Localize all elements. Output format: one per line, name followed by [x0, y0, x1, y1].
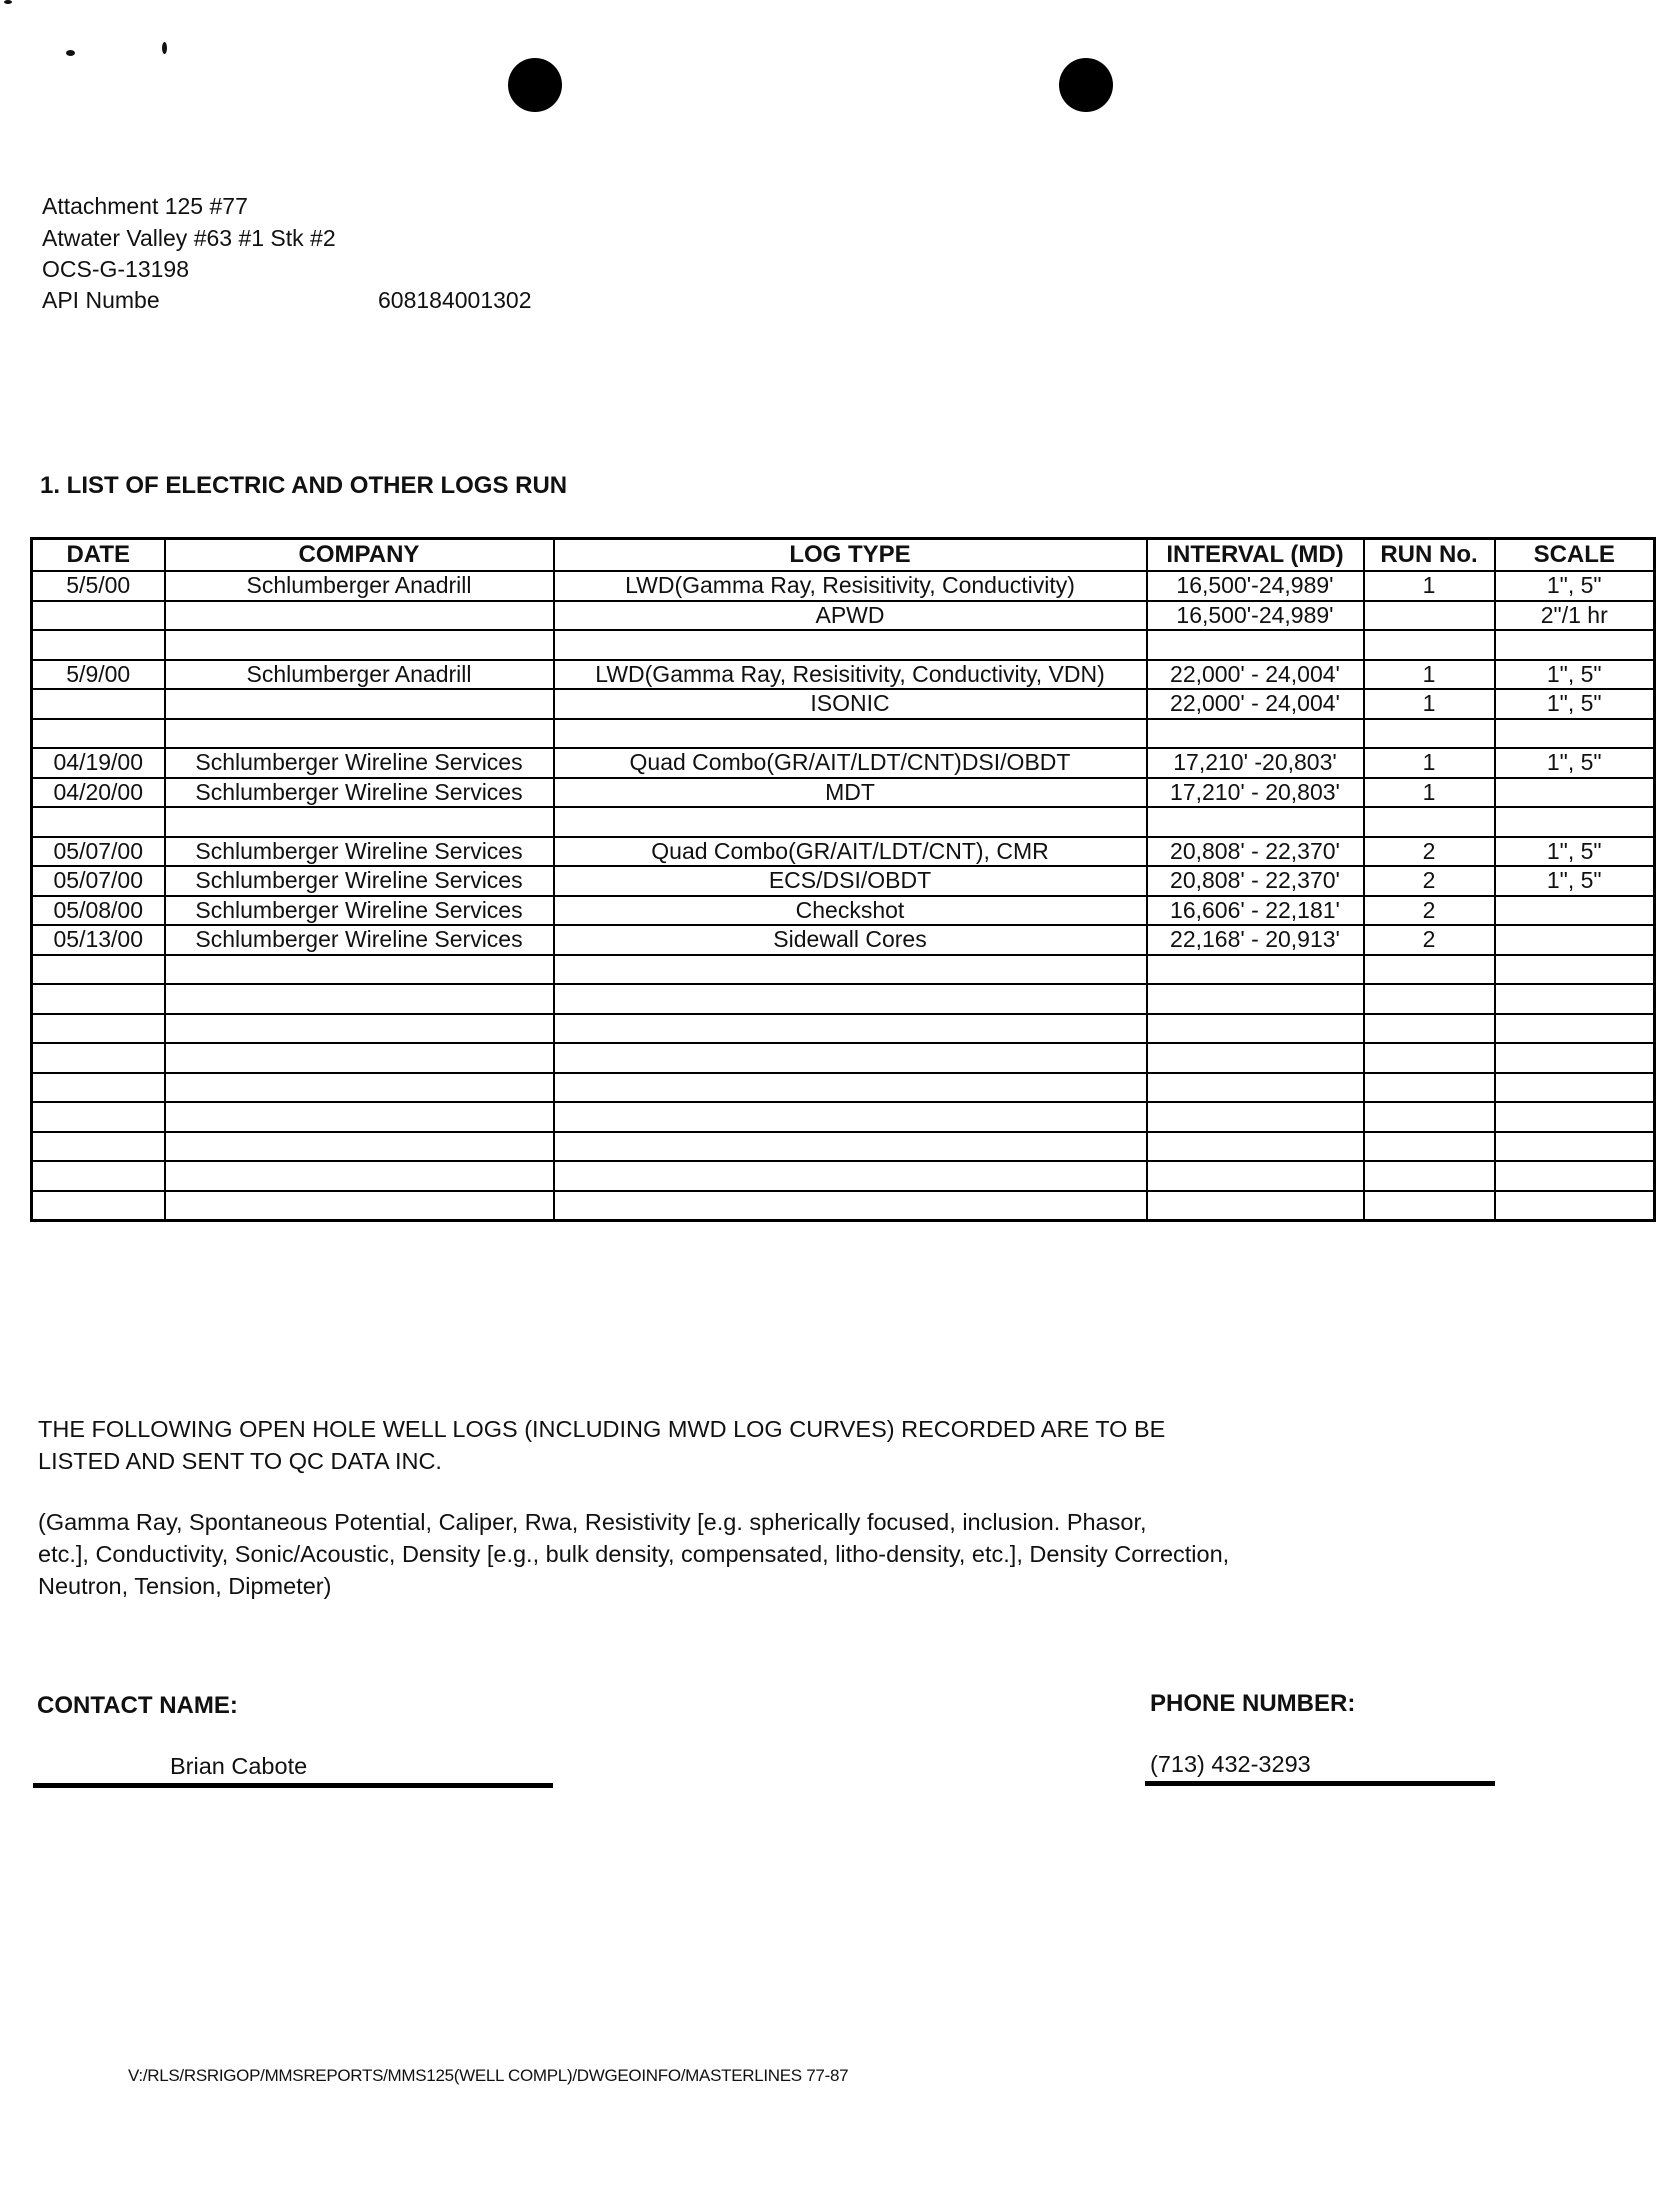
cell-log-type [554, 1014, 1147, 1044]
cell-company [165, 689, 554, 719]
table-row [32, 984, 1655, 1014]
cell-scale [1495, 1132, 1655, 1162]
cell-scale: 1", 5" [1495, 689, 1655, 719]
cell-scale [1495, 778, 1655, 808]
table-row [32, 896, 1655, 926]
cell-log-type: Quad Combo(GR/AIT/LDT/CNT), CMR [554, 837, 1147, 867]
cell-interval [1147, 630, 1364, 660]
cell-log-type: LWD(Gamma Ray, Resisitivity, Conductivity) [554, 571, 1147, 601]
cell-date: 04/20/00 [32, 778, 165, 808]
log-list-line-1: (Gamma Ray, Spontaneous Potential, Caliper, Rwa, Resistivity [e.g. spherically focused, inclusion. Phasor, [38, 1509, 1147, 1535]
cell-run-no [1364, 1043, 1495, 1073]
cell-log-type: ISONIC [554, 689, 1147, 719]
cell-log-type: LWD(Gamma Ray, Resisitivity, Conductivity, VDN) [554, 660, 1147, 690]
cell-scale [1495, 925, 1655, 955]
cell-interval: 17,210' - 20,803' [1147, 778, 1364, 808]
phone-number-label: PHONE NUMBER: [1150, 1690, 1356, 1717]
cell-scale: 1", 5" [1495, 571, 1655, 601]
cell-run-no: 2 [1364, 925, 1495, 955]
cell-log-type [554, 1073, 1147, 1103]
cell-scale [1495, 955, 1655, 985]
table-row [32, 955, 1655, 985]
cell-date [32, 984, 165, 1014]
cell-interval [1147, 1161, 1364, 1191]
cell-run-no [1364, 984, 1495, 1014]
cell-interval [1147, 1191, 1364, 1221]
cell-company [165, 1014, 554, 1044]
cell-date [32, 1191, 165, 1221]
cell-interval [1147, 955, 1364, 985]
table-row [32, 1043, 1655, 1073]
cell-run-no [1364, 1073, 1495, 1103]
cell-run-no: 2 [1364, 837, 1495, 867]
cell-date: 5/9/00 [32, 660, 165, 690]
cell-scale [1495, 719, 1655, 749]
cell-company: Schlumberger Wireline Services [165, 896, 554, 926]
cell-interval [1147, 1132, 1364, 1162]
table-row [32, 1014, 1655, 1044]
table-row [32, 1073, 1655, 1103]
cell-scale: 1", 5" [1495, 837, 1655, 867]
column-header-company: COMPANY [165, 539, 554, 572]
cell-interval: 16,500'-24,989' [1147, 571, 1364, 601]
cell-scale: 1", 5" [1495, 748, 1655, 778]
cell-interval: 22,000' - 24,004' [1147, 660, 1364, 690]
cell-company [165, 984, 554, 1014]
table-row [32, 630, 1655, 660]
cell-company [165, 1073, 554, 1103]
cell-company: Schlumberger Wireline Services [165, 748, 554, 778]
cell-interval [1147, 1102, 1364, 1132]
cell-company: Schlumberger Wireline Services [165, 866, 554, 896]
cell-company [165, 1043, 554, 1073]
section-title: 1. LIST OF ELECTRIC AND OTHER LOGS RUN [40, 472, 568, 499]
cell-log-type: Sidewall Cores [554, 925, 1147, 955]
cell-date [32, 1132, 165, 1162]
cell-company: Schlumberger Anadrill [165, 571, 554, 601]
cell-log-type [554, 1161, 1147, 1191]
table-row [32, 866, 1655, 896]
cell-log-type [554, 807, 1147, 837]
log-list-line-2: etc.], Conductivity, Sonic/Acoustic, Density [e.g., bulk density, compensated, litho-density, etc.], Density Correction, [38, 1541, 1230, 1567]
table-row [32, 748, 1655, 778]
cell-company [165, 1191, 554, 1221]
cell-interval: 20,808' - 22,370' [1147, 837, 1364, 867]
notice-line-1: THE FOLLOWING OPEN HOLE WELL LOGS (INCLUDING MWD LOG CURVES) RECORDED ARE TO BE [38, 1416, 1166, 1442]
cell-company [165, 630, 554, 660]
column-header-scale: SCALE [1495, 539, 1655, 572]
column-header-log-type: LOG TYPE [554, 539, 1147, 572]
cell-scale [1495, 1102, 1655, 1132]
lease-number-line: OCS-G-13198 [42, 256, 190, 282]
cell-run-no [1364, 719, 1495, 749]
cell-run-no: 1 [1364, 660, 1495, 690]
scan-speck [4, 0, 12, 4]
cell-run-no: 1 [1364, 778, 1495, 808]
well-name-line: Atwater Valley #63 #1 Stk #2 [42, 225, 336, 251]
notice-line-2: LISTED AND SENT TO QC DATA INC. [38, 1448, 442, 1474]
cell-company [165, 807, 554, 837]
cell-log-type [554, 1043, 1147, 1073]
punch-hole-right [1059, 58, 1113, 112]
cell-date [32, 1043, 165, 1073]
table-row [32, 837, 1655, 867]
cell-date: 5/5/00 [32, 571, 165, 601]
cell-interval: 16,500'-24,989' [1147, 601, 1364, 631]
cell-date [32, 630, 165, 660]
cell-run-no: 2 [1364, 866, 1495, 896]
contact-name-value: Brian Cabote [170, 1753, 308, 1779]
cell-log-type [554, 984, 1147, 1014]
cell-date: 05/07/00 [32, 837, 165, 867]
cell-company [165, 955, 554, 985]
table-row [32, 601, 1655, 631]
cell-scale [1495, 896, 1655, 926]
cell-run-no [1364, 601, 1495, 631]
cell-run-no [1364, 807, 1495, 837]
cell-run-no [1364, 1191, 1495, 1221]
cell-interval [1147, 719, 1364, 749]
column-header-date: DATE [32, 539, 165, 572]
cell-interval [1147, 1043, 1364, 1073]
table-row [32, 1191, 1655, 1221]
table-row [32, 778, 1655, 808]
cell-interval [1147, 984, 1364, 1014]
api-value: 608184001302 [378, 287, 532, 313]
log-list-line-3: Neutron, Tension, Dipmeter) [38, 1573, 332, 1599]
cell-run-no [1364, 630, 1495, 660]
cell-scale: 1", 5" [1495, 866, 1655, 896]
cell-date [32, 1161, 165, 1191]
cell-date [32, 689, 165, 719]
cell-log-type [554, 955, 1147, 985]
cell-run-no: 1 [1364, 689, 1495, 719]
table-row [32, 660, 1655, 690]
cell-interval: 20,808' - 22,370' [1147, 866, 1364, 896]
cell-scale [1495, 630, 1655, 660]
contact-name-label: CONTACT NAME: [37, 1692, 238, 1719]
phone-number-value: (713) 432-3293 [1150, 1751, 1311, 1777]
cell-log-type [554, 1102, 1147, 1132]
cell-scale [1495, 1191, 1655, 1221]
cell-log-type: MDT [554, 778, 1147, 808]
cell-date: 05/08/00 [32, 896, 165, 926]
cell-interval [1147, 807, 1364, 837]
cell-company [165, 719, 554, 749]
cell-run-no [1364, 1161, 1495, 1191]
cell-run-no [1364, 1102, 1495, 1132]
cell-interval: 16,606' - 22,181' [1147, 896, 1364, 926]
cell-log-type [554, 630, 1147, 660]
table-header-row [32, 539, 1655, 572]
table-row [32, 571, 1655, 601]
cell-scale: 2"/1 hr [1495, 601, 1655, 631]
column-header-run-no: RUN No. [1364, 539, 1495, 572]
cell-interval: 22,000' - 24,004' [1147, 689, 1364, 719]
cell-interval [1147, 1014, 1364, 1044]
cell-run-no [1364, 1132, 1495, 1162]
cell-company [165, 1161, 554, 1191]
footer-path: V:/RLS/RSRIGOP/MMSREPORTS/MMS125(WELL COMPL)/DWGEOINFO/MASTERLINES 77-87 [128, 2066, 849, 2085]
cell-interval [1147, 1073, 1364, 1103]
contact-name-line [33, 1783, 553, 1788]
cell-scale [1495, 1014, 1655, 1044]
table-row [32, 1132, 1655, 1162]
cell-run-no: 1 [1364, 748, 1495, 778]
punch-hole-left [508, 58, 562, 112]
scan-speck [66, 50, 75, 56]
cell-scale: 1", 5" [1495, 660, 1655, 690]
cell-company [165, 1102, 554, 1132]
cell-scale [1495, 1043, 1655, 1073]
cell-company: Schlumberger Wireline Services [165, 837, 554, 867]
cell-date [32, 719, 165, 749]
cell-log-type [554, 719, 1147, 749]
cell-log-type: Checkshot [554, 896, 1147, 926]
cell-interval: 22,168' - 20,913' [1147, 925, 1364, 955]
cell-date [32, 601, 165, 631]
api-label: API Numbe [42, 287, 160, 313]
cell-log-type: Quad Combo(GR/AIT/LDT/CNT)DSI/OBDT [554, 748, 1147, 778]
table-row [32, 689, 1655, 719]
cell-run-no: 2 [1364, 896, 1495, 926]
logs-table-body [32, 571, 1655, 1221]
cell-date [32, 807, 165, 837]
cell-scale [1495, 807, 1655, 837]
cell-date [32, 955, 165, 985]
cell-scale [1495, 1161, 1655, 1191]
cell-date: 05/07/00 [32, 866, 165, 896]
cell-scale [1495, 984, 1655, 1014]
cell-company [165, 1132, 554, 1162]
table-row [32, 807, 1655, 837]
cell-run-no [1364, 955, 1495, 985]
phone-number-line [1145, 1781, 1495, 1786]
table-row [32, 1102, 1655, 1132]
cell-log-type [554, 1132, 1147, 1162]
table-row [32, 1161, 1655, 1191]
cell-company: Schlumberger Wireline Services [165, 778, 554, 808]
cell-scale [1495, 1073, 1655, 1103]
cell-run-no: 1 [1364, 571, 1495, 601]
cell-date [32, 1073, 165, 1103]
cell-date [32, 1014, 165, 1044]
cell-log-type: ECS/DSI/OBDT [554, 866, 1147, 896]
cell-date [32, 1102, 165, 1132]
cell-interval: 17,210' -20,803' [1147, 748, 1364, 778]
cell-date: 05/13/00 [32, 925, 165, 955]
table-row [32, 719, 1655, 749]
attachment-line: Attachment 125 #77 [42, 193, 248, 219]
cell-log-type [554, 1191, 1147, 1221]
scan-speck [162, 42, 167, 54]
cell-date: 04/19/00 [32, 748, 165, 778]
cell-run-no [1364, 1014, 1495, 1044]
column-header-interval: INTERVAL (MD) [1147, 539, 1364, 572]
table-row [32, 925, 1655, 955]
logs-table [30, 537, 1656, 1222]
cell-log-type: APWD [554, 601, 1147, 631]
cell-company [165, 601, 554, 631]
cell-company: Schlumberger Anadrill [165, 660, 554, 690]
cell-company: Schlumberger Wireline Services [165, 925, 554, 955]
